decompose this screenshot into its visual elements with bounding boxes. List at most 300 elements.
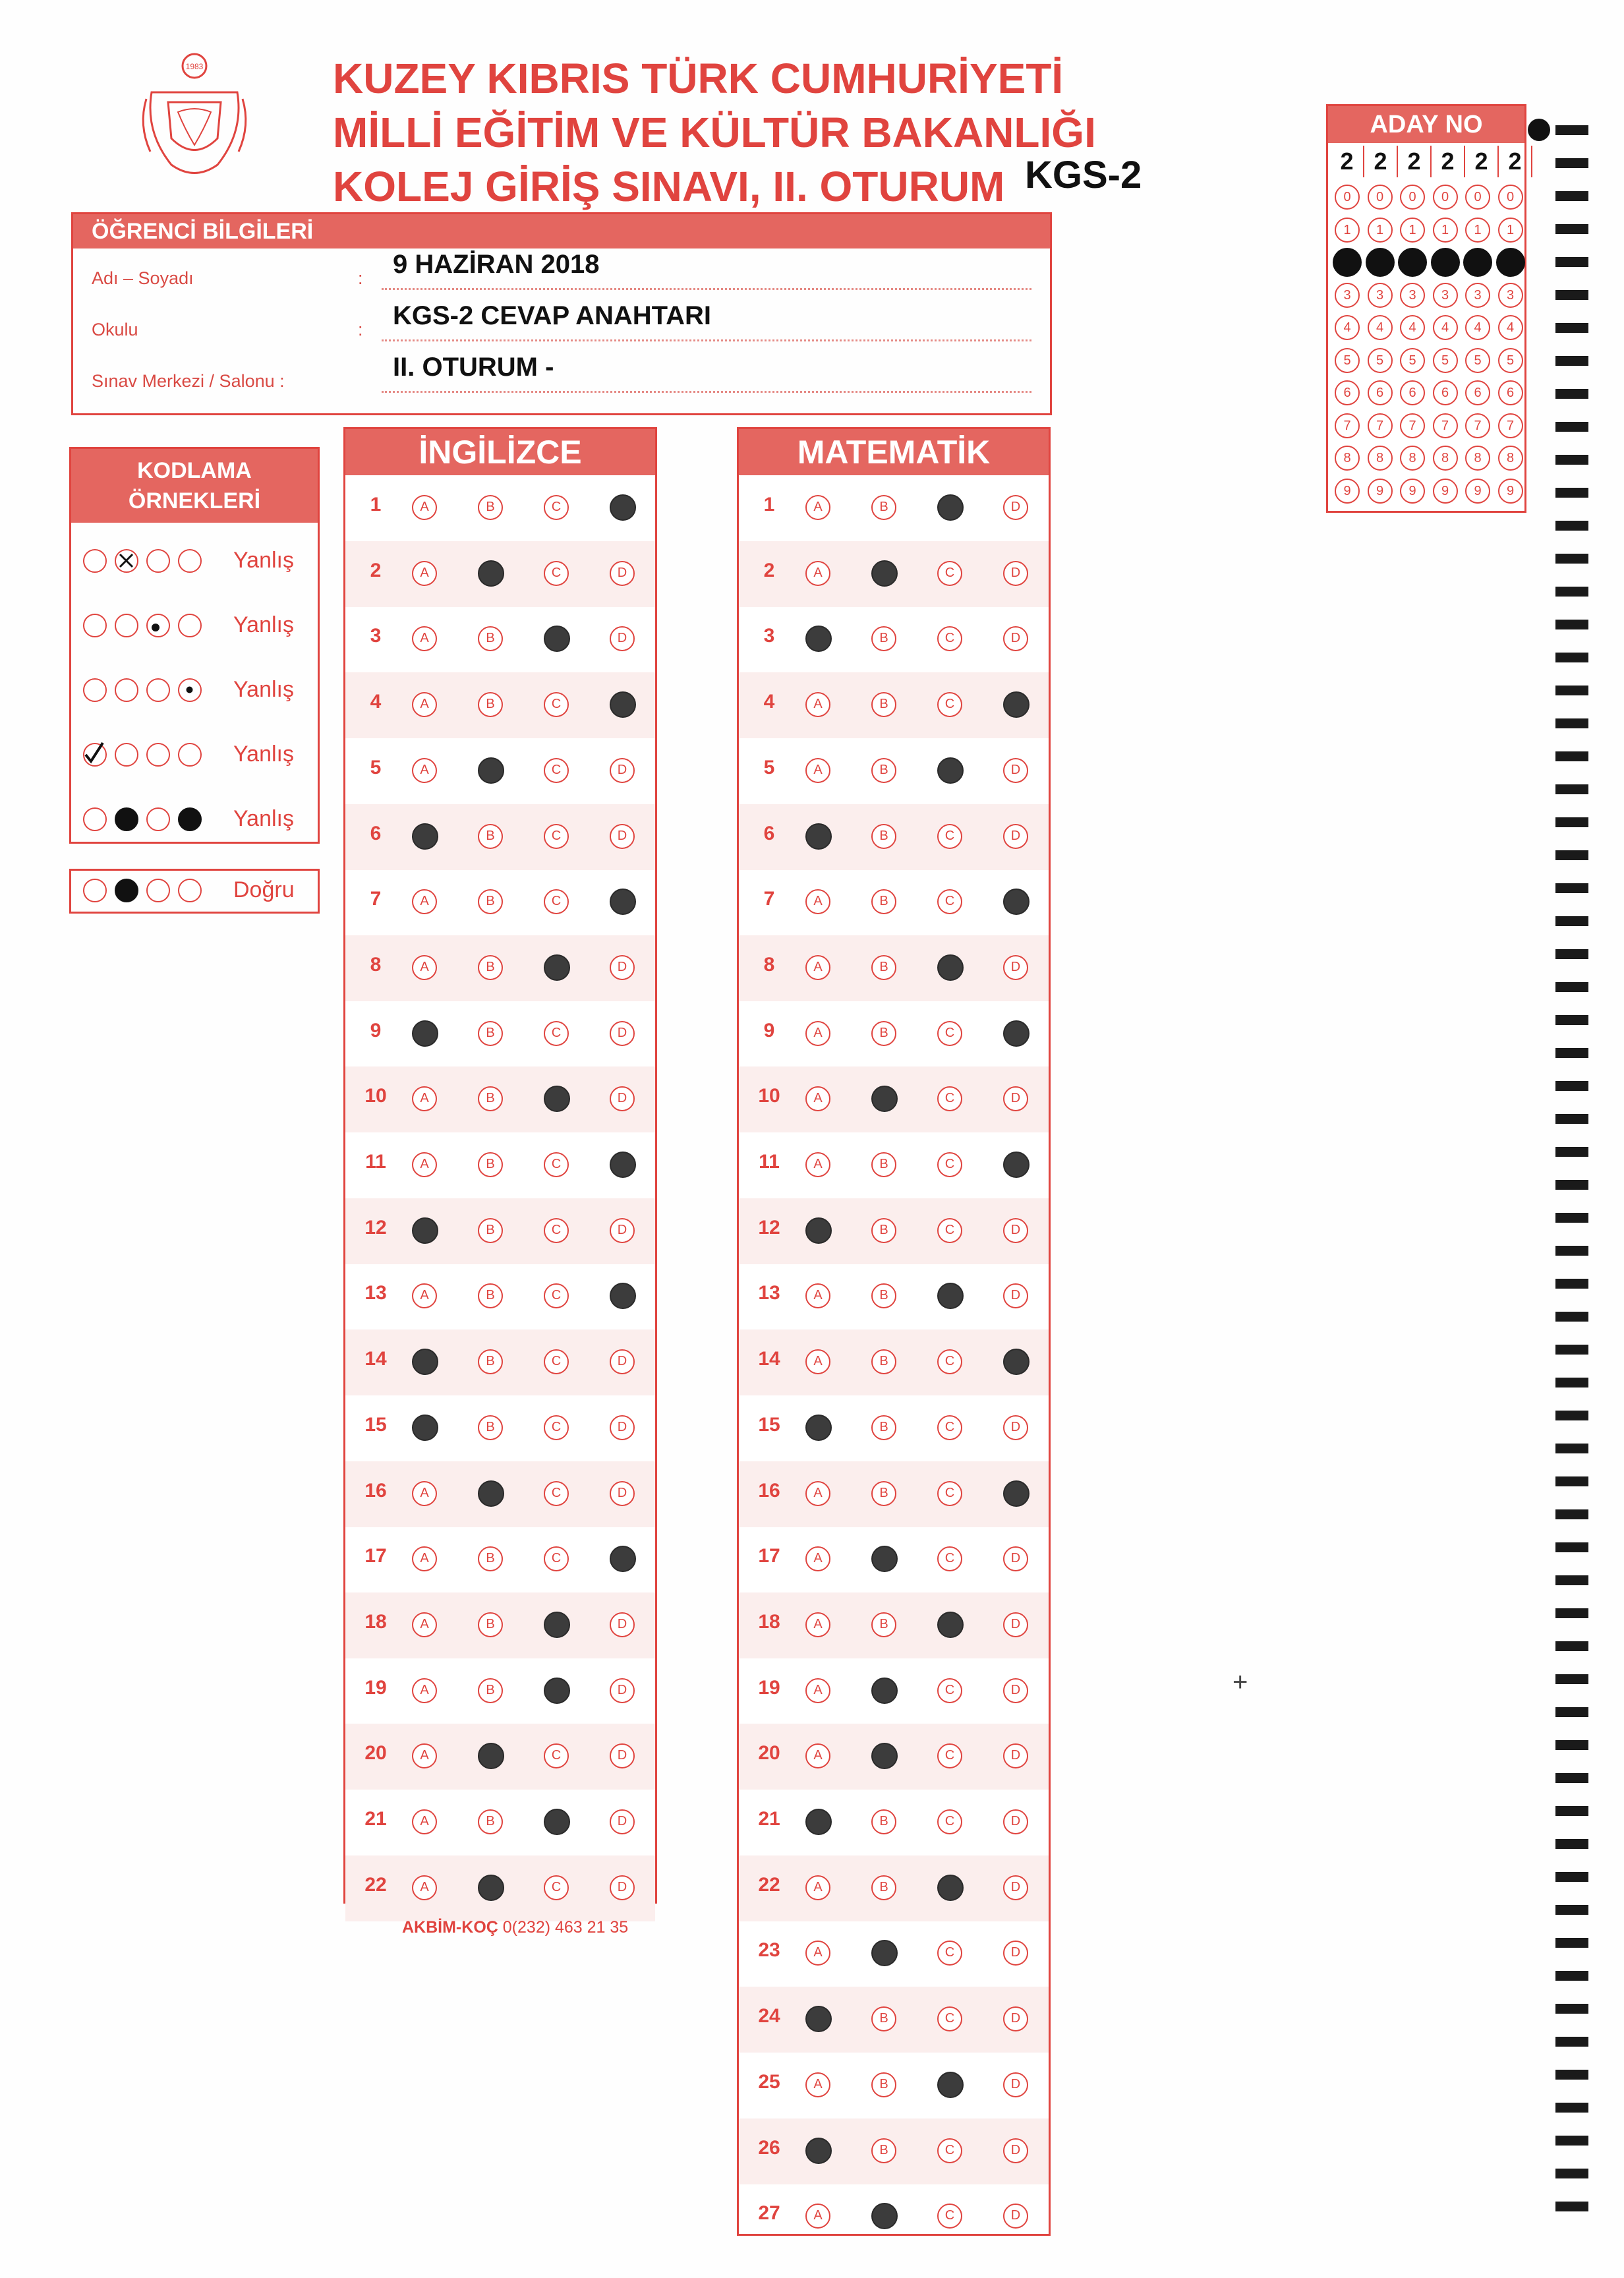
answer-bubble-b[interactable]: B bbox=[871, 1152, 896, 1177]
answer-bubble-a[interactable] bbox=[805, 823, 832, 850]
answer-bubble-a[interactable]: A bbox=[412, 1809, 437, 1834]
answer-bubble-c[interactable]: C bbox=[544, 1152, 569, 1177]
answer-bubble-b[interactable]: B bbox=[871, 1612, 896, 1637]
coding-title-line-1: KODLAMA bbox=[137, 458, 252, 483]
answer-bubble-c[interactable] bbox=[937, 1612, 964, 1638]
info-value[interactable]: 9 HAZİRAN 2018 bbox=[393, 250, 600, 279]
timing-mark bbox=[1555, 1674, 1588, 1684]
answer-bubble-b[interactable]: B bbox=[871, 2138, 896, 2163]
answer-bubble-c[interactable]: C bbox=[937, 692, 962, 717]
timing-mark bbox=[1555, 653, 1588, 662]
answer-bubble-d[interactable]: D bbox=[610, 824, 635, 849]
answer-bubble-c[interactable]: C bbox=[937, 2006, 962, 2031]
answer-bubble-b[interactable]: B bbox=[478, 1678, 503, 1703]
answer-bubble-b[interactable]: B bbox=[871, 955, 896, 980]
answer-bubble-b[interactable]: B bbox=[478, 1415, 503, 1440]
answer-bubble-d[interactable]: D bbox=[610, 1086, 635, 1111]
answer-bubble-a[interactable]: A bbox=[412, 1875, 437, 1900]
answer-bubble-d[interactable]: D bbox=[1003, 758, 1028, 783]
math-question-row bbox=[739, 1790, 1049, 1855]
answer-bubble-c[interactable]: C bbox=[544, 1875, 569, 1900]
answer-bubble-c[interactable]: C bbox=[937, 1941, 962, 1966]
candidate-bubble[interactable] bbox=[1333, 248, 1362, 277]
answer-bubble-a[interactable] bbox=[805, 1809, 832, 1835]
candidate-bubble[interactable]: 8 bbox=[1498, 446, 1523, 471]
answer-bubble-d[interactable]: D bbox=[610, 1021, 635, 1046]
question-number: 20 bbox=[758, 1742, 780, 1765]
answer-bubble-c[interactable]: C bbox=[544, 824, 569, 849]
question-number: 26 bbox=[758, 2136, 780, 2159]
answer-bubble-a[interactable]: A bbox=[805, 889, 830, 914]
answer-bubble-b[interactable]: B bbox=[871, 692, 896, 717]
printer-phone: 0(232) 463 21 35 bbox=[502, 1918, 629, 1937]
bubble-filled bbox=[115, 879, 138, 902]
answer-bubble-d[interactable]: D bbox=[610, 1875, 635, 1900]
answer-bubble-c[interactable]: C bbox=[937, 1349, 962, 1374]
answer-bubble-d[interactable]: D bbox=[1003, 495, 1028, 520]
answer-bubble-d[interactable]: D bbox=[610, 1678, 635, 1703]
info-colon: : bbox=[358, 268, 363, 288]
question-number: 2 bbox=[370, 559, 382, 581]
answer-bubble-c[interactable]: C bbox=[544, 1349, 569, 1374]
answer-bubble-c[interactable]: C bbox=[544, 692, 569, 717]
english-question-row bbox=[345, 1527, 655, 1592]
answer-bubble-a[interactable] bbox=[412, 1217, 438, 1244]
candidate-bubble[interactable]: 5 bbox=[1433, 348, 1458, 373]
answer-bubble-b[interactable]: B bbox=[478, 1809, 503, 1834]
answer-bubble-a[interactable] bbox=[805, 1415, 832, 1441]
candidate-bubble[interactable]: 5 bbox=[1335, 348, 1360, 373]
answer-bubble-b[interactable]: B bbox=[478, 1546, 503, 1571]
candidate-bubble[interactable]: 0 bbox=[1465, 185, 1490, 210]
timing-mark bbox=[1555, 718, 1588, 728]
bubble bbox=[146, 549, 170, 573]
candidate-bubble[interactable]: 0 bbox=[1400, 185, 1425, 210]
candidate-bubble[interactable]: 5 bbox=[1465, 348, 1490, 373]
answer-bubble-c[interactable] bbox=[544, 1612, 570, 1638]
answer-bubble-b[interactable]: B bbox=[871, 1021, 896, 1046]
answer-bubble-d[interactable] bbox=[610, 889, 636, 915]
answer-bubble-a[interactable]: A bbox=[412, 1612, 437, 1637]
answer-bubble-a[interactable]: A bbox=[412, 889, 437, 914]
answer-bubble-c[interactable] bbox=[937, 954, 964, 981]
answer-bubble-b[interactable] bbox=[478, 1480, 504, 1507]
candidate-bubble[interactable]: 6 bbox=[1498, 380, 1523, 405]
answer-bubble-b[interactable] bbox=[871, 1743, 898, 1769]
answer-bubble-c[interactable]: C bbox=[937, 1481, 962, 1506]
answer-bubble-c[interactable]: C bbox=[937, 1743, 962, 1768]
answer-bubble-b[interactable] bbox=[871, 1086, 898, 1112]
answer-bubble-d[interactable]: D bbox=[1003, 1809, 1028, 1834]
answer-bubble-c[interactable]: C bbox=[937, 824, 962, 849]
candidate-bubble[interactable]: 6 bbox=[1335, 380, 1360, 405]
answer-bubble-a[interactable]: A bbox=[412, 626, 437, 651]
candidate-bubble[interactable]: 9 bbox=[1465, 479, 1490, 504]
answer-bubble-c[interactable] bbox=[937, 757, 964, 784]
answer-bubble-c[interactable]: C bbox=[937, 626, 962, 651]
candidate-bubble[interactable] bbox=[1366, 248, 1395, 277]
answer-bubble-d[interactable]: D bbox=[610, 1743, 635, 1768]
answer-bubble-b[interactable] bbox=[871, 1678, 898, 1704]
answer-bubble-d[interactable]: D bbox=[1003, 1218, 1028, 1243]
math-question-row bbox=[739, 935, 1049, 1001]
math-question-row bbox=[739, 606, 1049, 672]
answer-bubble-c[interactable]: C bbox=[937, 1152, 962, 1177]
answer-bubble-c[interactable] bbox=[544, 1678, 570, 1704]
answer-bubble-a[interactable]: A bbox=[805, 1546, 830, 1571]
answer-bubble-b[interactable]: B bbox=[871, 495, 896, 520]
answer-bubble-b[interactable]: B bbox=[478, 1612, 503, 1637]
candidate-bubble[interactable]: 3 bbox=[1433, 283, 1458, 308]
candidate-bubble[interactable]: 3 bbox=[1400, 283, 1425, 308]
answer-bubble-d[interactable]: D bbox=[610, 1612, 635, 1637]
answer-bubble-c[interactable] bbox=[937, 1283, 964, 1309]
candidate-bubble[interactable]: 7 bbox=[1400, 413, 1425, 438]
answer-bubble-c[interactable]: C bbox=[544, 1021, 569, 1046]
candidate-bubble[interactable]: 6 bbox=[1400, 380, 1425, 405]
answer-bubble-a[interactable]: A bbox=[805, 1086, 830, 1111]
answer-bubble-c[interactable] bbox=[544, 954, 570, 981]
candidate-bubble[interactable]: 9 bbox=[1335, 479, 1360, 504]
answer-bubble-c[interactable]: C bbox=[544, 1218, 569, 1243]
answer-bubble-d[interactable] bbox=[610, 1283, 636, 1309]
answer-bubble-d[interactable]: D bbox=[610, 561, 635, 586]
answer-bubble-c[interactable]: C bbox=[544, 889, 569, 914]
answer-bubble-a[interactable]: A bbox=[412, 692, 437, 717]
answer-bubble-b[interactable]: B bbox=[871, 1875, 896, 1900]
answer-bubble-a[interactable]: A bbox=[805, 758, 830, 783]
math-question-row bbox=[739, 1987, 1049, 2053]
answer-bubble-c[interactable]: C bbox=[544, 495, 569, 520]
answer-bubble-c[interactable]: C bbox=[937, 1678, 962, 1703]
answer-bubble-a[interactable]: A bbox=[412, 1546, 437, 1571]
candidate-bubble[interactable]: 4 bbox=[1433, 315, 1458, 340]
candidate-bubble[interactable]: 6 bbox=[1465, 380, 1490, 405]
answer-bubble-d[interactable]: D bbox=[610, 1415, 635, 1440]
answer-bubble-a[interactable] bbox=[412, 1020, 438, 1047]
info-value[interactable]: KGS-2 CEVAP ANAHTARI bbox=[393, 301, 712, 330]
candidate-bubble[interactable]: 3 bbox=[1498, 283, 1523, 308]
answer-bubble-a[interactable]: A bbox=[805, 1875, 830, 1900]
answer-bubble-c[interactable]: C bbox=[937, 1021, 962, 1046]
answer-bubble-d[interactable]: D bbox=[610, 1481, 635, 1506]
answer-bubble-c[interactable]: C bbox=[544, 1415, 569, 1440]
bubble bbox=[146, 807, 170, 831]
answer-bubble-d[interactable]: D bbox=[1003, 1678, 1028, 1703]
answer-bubble-a[interactable]: A bbox=[805, 2204, 830, 2229]
answer-bubble-c[interactable] bbox=[544, 1086, 570, 1112]
answer-bubble-a[interactable]: A bbox=[412, 1678, 437, 1703]
bubble bbox=[83, 807, 107, 831]
answer-bubble-a[interactable]: A bbox=[412, 1152, 437, 1177]
answer-bubble-a[interactable]: A bbox=[805, 1021, 830, 1046]
answer-bubble-b[interactable]: B bbox=[871, 1481, 896, 1506]
answer-bubble-b[interactable] bbox=[478, 1875, 504, 1901]
answer-bubble-d[interactable]: D bbox=[1003, 824, 1028, 849]
candidate-bubble[interactable]: 7 bbox=[1465, 413, 1490, 438]
answer-bubble-b[interactable] bbox=[871, 2203, 898, 2229]
candidate-bubble[interactable]: 7 bbox=[1433, 413, 1458, 438]
info-colon: : bbox=[358, 320, 363, 339]
candidate-bubble[interactable]: 8 bbox=[1433, 446, 1458, 471]
answer-bubble-a[interactable]: A bbox=[805, 2072, 830, 2097]
answer-bubble-a[interactable]: A bbox=[805, 1349, 830, 1374]
answer-bubble-b[interactable]: B bbox=[478, 1086, 503, 1111]
answer-bubble-c[interactable] bbox=[544, 626, 570, 652]
answer-bubble-b[interactable] bbox=[871, 1940, 898, 1966]
answer-bubble-b[interactable]: B bbox=[871, 1218, 896, 1243]
answer-bubble-d[interactable]: D bbox=[1003, 2072, 1028, 2097]
answer-bubble-a[interactable]: A bbox=[805, 1283, 830, 1308]
answer-bubble-d[interactable]: D bbox=[1003, 1546, 1028, 1571]
answer-bubble-b[interactable]: B bbox=[871, 1349, 896, 1374]
answer-bubble-b[interactable]: B bbox=[478, 692, 503, 717]
answer-bubble-d[interactable]: D bbox=[1003, 1941, 1028, 1966]
answer-bubble-d[interactable]: D bbox=[1003, 561, 1028, 586]
candidate-bubble[interactable]: 3 bbox=[1335, 283, 1360, 308]
answer-bubble-d[interactable] bbox=[1003, 691, 1030, 718]
answer-bubble-c[interactable]: C bbox=[937, 1415, 962, 1440]
answer-bubble-c[interactable]: C bbox=[937, 561, 962, 586]
answer-bubble-a[interactable] bbox=[412, 823, 438, 850]
answer-bubble-b[interactable]: B bbox=[478, 1218, 503, 1243]
answer-bubble-a[interactable]: A bbox=[412, 1283, 437, 1308]
candidate-bubble[interactable]: 0 bbox=[1335, 185, 1360, 210]
answer-bubble-d[interactable]: D bbox=[1003, 626, 1028, 651]
answer-bubble-d[interactable]: D bbox=[1003, 1086, 1028, 1111]
answer-bubble-b[interactable]: B bbox=[871, 2072, 896, 2097]
answer-bubble-b[interactable]: B bbox=[478, 495, 503, 520]
answer-bubble-d[interactable] bbox=[1003, 889, 1030, 915]
answer-bubble-a[interactable]: A bbox=[805, 1678, 830, 1703]
question-number: 8 bbox=[763, 953, 775, 976]
info-value[interactable]: II. OTURUM - bbox=[393, 353, 554, 382]
answer-bubble-d[interactable]: D bbox=[610, 758, 635, 783]
answer-bubble-b[interactable]: B bbox=[478, 1021, 503, 1046]
answer-bubble-d[interactable] bbox=[1003, 1480, 1030, 1507]
candidate-digit: 2 bbox=[1364, 146, 1398, 177]
answer-bubble-b[interactable]: B bbox=[871, 824, 896, 849]
candidate-bubble[interactable]: 6 bbox=[1433, 380, 1458, 405]
candidate-bubble[interactable]: 8 bbox=[1335, 446, 1360, 471]
question-number: 2 bbox=[763, 559, 775, 581]
answer-bubble-d[interactable] bbox=[610, 1546, 636, 1572]
candidate-bubble[interactable]: 4 bbox=[1498, 315, 1523, 340]
candidate-bubble[interactable]: 9 bbox=[1498, 479, 1523, 504]
timing-mark bbox=[1555, 2070, 1588, 2080]
answer-bubble-d[interactable]: D bbox=[1003, 2138, 1028, 2163]
candidate-bubble[interactable]: 3 bbox=[1368, 283, 1393, 308]
answer-bubble-a[interactable]: A bbox=[805, 1743, 830, 1768]
candidate-bubble[interactable]: 1 bbox=[1433, 218, 1458, 243]
answer-bubble-c[interactable]: C bbox=[544, 1481, 569, 1506]
english-question-row bbox=[345, 475, 655, 541]
seal-emblem bbox=[132, 46, 257, 185]
answer-bubble-c[interactable]: C bbox=[937, 1218, 962, 1243]
answer-bubble-b[interactable]: B bbox=[478, 955, 503, 980]
candidate-bubble[interactable]: 5 bbox=[1368, 348, 1393, 373]
answer-bubble-a[interactable]: A bbox=[412, 758, 437, 783]
candidate-bubble[interactable]: 8 bbox=[1465, 446, 1490, 471]
answer-bubble-c[interactable] bbox=[544, 1809, 570, 1835]
answer-bubble-a[interactable]: A bbox=[412, 1743, 437, 1768]
answer-bubble-a[interactable]: A bbox=[805, 692, 830, 717]
timing-mark bbox=[1555, 257, 1588, 267]
answer-bubble-c[interactable]: C bbox=[937, 2204, 962, 2229]
answer-bubble-c[interactable]: C bbox=[544, 561, 569, 586]
candidate-bubble[interactable]: 4 bbox=[1335, 315, 1360, 340]
answer-bubble-c[interactable] bbox=[937, 1875, 964, 1901]
candidate-bubble[interactable]: 4 bbox=[1400, 315, 1425, 340]
answer-bubble-d[interactable]: D bbox=[1003, 1415, 1028, 1440]
candidate-bubble[interactable] bbox=[1398, 248, 1427, 277]
answer-bubble-c[interactable] bbox=[937, 2072, 964, 2098]
candidate-bubble[interactable]: 8 bbox=[1400, 446, 1425, 471]
answer-bubble-a[interactable] bbox=[805, 2138, 832, 2164]
answer-bubble-c[interactable] bbox=[937, 494, 964, 521]
answer-bubble-b[interactable]: B bbox=[478, 889, 503, 914]
answer-bubble-c[interactable]: C bbox=[544, 758, 569, 783]
english-question-row bbox=[345, 1658, 655, 1724]
answer-bubble-a[interactable]: A bbox=[412, 495, 437, 520]
answer-bubble-a[interactable]: A bbox=[412, 1086, 437, 1111]
candidate-bubble[interactable]: 4 bbox=[1465, 315, 1490, 340]
answer-bubble-d[interactable] bbox=[1003, 1349, 1030, 1375]
answer-bubble-c[interactable]: C bbox=[937, 2138, 962, 2163]
answer-bubble-d[interactable] bbox=[610, 494, 636, 521]
answer-bubble-d[interactable]: D bbox=[1003, 1612, 1028, 1637]
answer-bubble-c[interactable]: C bbox=[937, 1546, 962, 1571]
answer-bubble-b[interactable] bbox=[478, 1743, 504, 1769]
header-title bbox=[333, 51, 1096, 214]
answer-bubble-d[interactable]: D bbox=[610, 626, 635, 651]
answer-bubble-d[interactable]: D bbox=[1003, 1283, 1028, 1308]
answer-bubble-d[interactable] bbox=[1003, 1152, 1030, 1178]
answer-bubble-a[interactable]: A bbox=[805, 561, 830, 586]
answer-bubble-d[interactable]: D bbox=[610, 955, 635, 980]
answer-bubble-a[interactable]: A bbox=[412, 561, 437, 586]
candidate-bubble[interactable]: 8 bbox=[1368, 446, 1393, 471]
candidate-bubble[interactable]: 7 bbox=[1335, 413, 1360, 438]
answer-bubble-d[interactable]: D bbox=[1003, 2006, 1028, 2031]
math-question-row bbox=[739, 1724, 1049, 1790]
answer-bubble-b[interactable]: B bbox=[871, 2006, 896, 2031]
answer-bubble-b[interactable]: B bbox=[871, 1415, 896, 1440]
answer-bubble-c[interactable]: C bbox=[544, 1743, 569, 1768]
candidate-bubble[interactable] bbox=[1431, 248, 1460, 277]
math-question-row bbox=[739, 1395, 1049, 1461]
answer-bubble-b[interactable] bbox=[871, 560, 898, 587]
answer-bubble-a[interactable] bbox=[805, 2006, 832, 2032]
candidate-bubble[interactable]: 1 bbox=[1335, 218, 1360, 243]
answer-bubble-c[interactable]: C bbox=[937, 1086, 962, 1111]
answer-bubble-a[interactable] bbox=[805, 626, 832, 652]
candidate-bubble[interactable] bbox=[1463, 248, 1492, 277]
answer-bubble-d[interactable]: D bbox=[1003, 1743, 1028, 1768]
candidate-bubble[interactable]: 9 bbox=[1433, 479, 1458, 504]
answer-bubble-a[interactable]: A bbox=[412, 1481, 437, 1506]
answer-bubble-b[interactable]: B bbox=[871, 889, 896, 914]
answer-bubble-c[interactable]: C bbox=[937, 889, 962, 914]
answer-bubble-d[interactable] bbox=[610, 691, 636, 718]
answer-bubble-b[interactable]: B bbox=[478, 1152, 503, 1177]
candidate-bubble[interactable]: 0 bbox=[1433, 185, 1458, 210]
answer-bubble-b[interactable]: B bbox=[871, 758, 896, 783]
answer-bubble-d[interactable] bbox=[1003, 1020, 1030, 1047]
answer-bubble-d[interactable]: D bbox=[610, 1218, 635, 1243]
answer-bubble-d[interactable]: D bbox=[610, 1809, 635, 1834]
coding-examples-box bbox=[69, 447, 320, 844]
question-number: 7 bbox=[370, 888, 382, 910]
candidate-bubble[interactable]: 5 bbox=[1400, 348, 1425, 373]
answer-bubble-b[interactable]: B bbox=[478, 1283, 503, 1308]
answer-bubble-b[interactable]: B bbox=[478, 824, 503, 849]
candidate-bubble[interactable]: 9 bbox=[1400, 479, 1425, 504]
candidate-bubble[interactable]: 3 bbox=[1465, 283, 1490, 308]
answer-bubble-c[interactable]: C bbox=[544, 1283, 569, 1308]
candidate-bubble[interactable]: 0 bbox=[1498, 185, 1523, 210]
answer-bubble-c[interactable]: C bbox=[544, 1546, 569, 1571]
answer-bubble-d[interactable]: D bbox=[1003, 2204, 1028, 2229]
answer-bubble-d[interactable]: D bbox=[1003, 1875, 1028, 1900]
answer-bubble-b[interactable] bbox=[871, 1546, 898, 1572]
candidate-bubble[interactable]: 1 bbox=[1368, 218, 1393, 243]
candidate-bubble[interactable]: 5 bbox=[1498, 348, 1523, 373]
candidate-bubble[interactable]: 1 bbox=[1465, 218, 1490, 243]
timing-dot bbox=[1528, 119, 1550, 141]
answer-bubble-d[interactable] bbox=[610, 1152, 636, 1178]
candidate-bubble[interactable]: 1 bbox=[1498, 218, 1523, 243]
candidate-bubble[interactable]: 4 bbox=[1368, 315, 1393, 340]
answer-bubble-a[interactable] bbox=[412, 1415, 438, 1441]
candidate-bubble[interactable]: 0 bbox=[1368, 185, 1393, 210]
answer-bubble-a[interactable]: A bbox=[412, 955, 437, 980]
answer-bubble-b[interactable]: B bbox=[478, 626, 503, 651]
candidate-bubble[interactable]: 1 bbox=[1400, 218, 1425, 243]
answer-bubble-b[interactable] bbox=[478, 757, 504, 784]
timing-mark bbox=[1555, 1476, 1588, 1486]
answer-bubble-b[interactable]: B bbox=[478, 1349, 503, 1374]
question-number: 18 bbox=[364, 1610, 387, 1633]
candidate-bubble[interactable]: 7 bbox=[1368, 413, 1393, 438]
candidate-bubble[interactable]: 9 bbox=[1368, 479, 1393, 504]
answer-bubble-a[interactable]: A bbox=[805, 1152, 830, 1177]
answer-bubble-a[interactable] bbox=[412, 1349, 438, 1375]
answer-bubble-b[interactable]: B bbox=[871, 1809, 896, 1834]
answer-bubble-a[interactable] bbox=[805, 1217, 832, 1244]
answer-bubble-b[interactable]: B bbox=[871, 1283, 896, 1308]
student-info-box bbox=[71, 212, 1052, 415]
candidate-bubble[interactable] bbox=[1496, 248, 1525, 277]
math-question-row bbox=[739, 1592, 1049, 1658]
candidate-bubble[interactable]: 7 bbox=[1498, 413, 1523, 438]
answer-bubble-d[interactable]: D bbox=[1003, 955, 1028, 980]
answer-bubble-a[interactable]: A bbox=[805, 955, 830, 980]
answer-bubble-b[interactable]: B bbox=[871, 626, 896, 651]
answer-bubble-a[interactable]: A bbox=[805, 1612, 830, 1637]
info-dotted-line bbox=[382, 288, 1031, 290]
timing-mark bbox=[1555, 1905, 1588, 1915]
answer-bubble-a[interactable]: A bbox=[805, 495, 830, 520]
answer-bubble-b[interactable] bbox=[478, 560, 504, 587]
answer-bubble-d[interactable]: D bbox=[610, 1349, 635, 1374]
info-dotted-line bbox=[382, 391, 1031, 393]
timing-mark bbox=[1555, 2103, 1588, 2113]
answer-bubble-a[interactable]: A bbox=[805, 1481, 830, 1506]
answer-bubble-a[interactable]: A bbox=[805, 1941, 830, 1966]
answer-bubble-c[interactable]: C bbox=[937, 1809, 962, 1834]
candidate-bubble[interactable]: 6 bbox=[1368, 380, 1393, 405]
